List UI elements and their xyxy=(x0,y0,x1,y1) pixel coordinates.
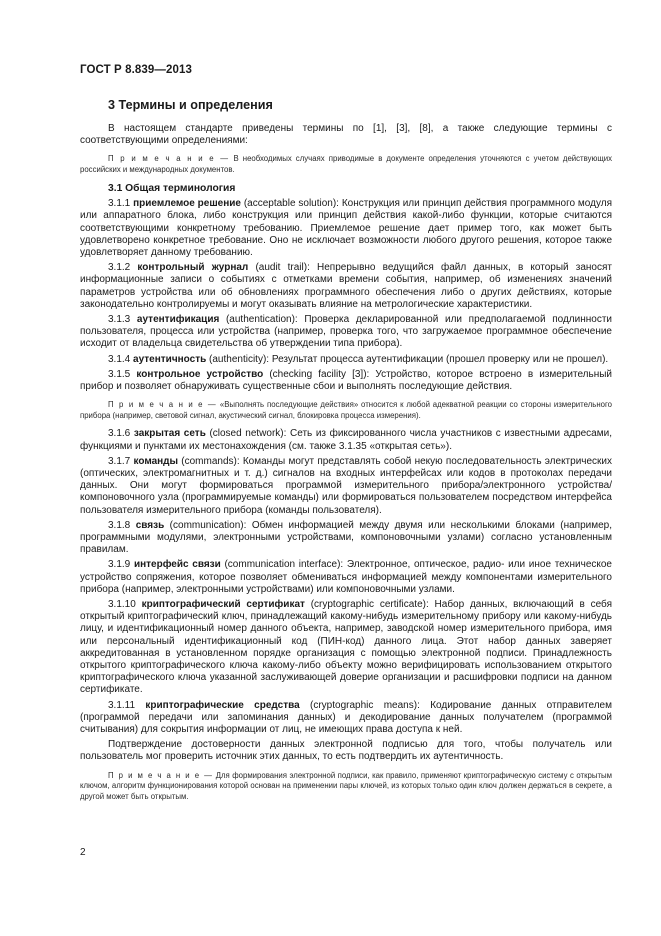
term-number: 3.1.9 xyxy=(108,559,131,571)
note-label: П р и м е ч а н и е — xyxy=(108,400,218,410)
signature-paragraph: Подтверждение достоверности данных электронной подписью для того, чтобы получатель или пользователь мог проверить источник этих данных, то есть подтвердить их аутентичность. xyxy=(80,739,612,763)
term-entry xyxy=(80,369,612,393)
note-final xyxy=(80,771,612,803)
term-definition: Устройство, которое встроено в измерительный прибор и позволяет обнаруживать существенные сбои и выполнять последующие действия. xyxy=(80,368,613,392)
term-name: криптографический сертификат xyxy=(141,598,305,610)
term-name: аутентичность xyxy=(133,353,207,365)
note-text: «Выполнять последующие действия» относится к любой адекватной реакции со стороны измерительного прибора (например, световой сигнал, акустический сигнал, блокировка процесса измерения). xyxy=(80,400,612,420)
term-entry xyxy=(80,520,612,557)
note-text: В необходимых случаях приводимые в документе определения уточняются с учетом действующих российских и международных документов. xyxy=(80,154,612,174)
term-definition: Электронное, оптическое, радио- или иное техническое устройство сопряжения, которое позволяет обмениваться информацией между компонентами измерительного прибора (например, электронными устройствами) или компоновочными узлами. xyxy=(80,559,612,595)
term-definition: Конструкция или принцип действия программного модуля или аппаратного блока, либо конструкция или принцип действия какой-либо функции, которые считаются соответствующими конкретному требованию. Приемлемое решение дает пример того, как может быть удовлетворено конкретное требование. Оно не исключает возможности любого другого решения, которое также удовлетворяет данному требованию. xyxy=(80,198,613,258)
term-entry xyxy=(80,198,612,259)
note-label: П р и м е ч а н и е — xyxy=(108,154,230,164)
term-number: 3.1.4 xyxy=(108,353,131,365)
term-name: криптографические средства xyxy=(145,699,300,711)
document-body xyxy=(80,123,612,802)
term-definition: Результат процесса аутентификации (прошел проверку или не прошел). xyxy=(271,353,609,365)
term-definition: Команды могут представлять собой некую последовательность электрических (оптических, электромагнитных и т. д.) сигналов на входных интерфейсах или кодов в протоколах передачи данных. Они могут формироваться программой измерительного прибора/электронного устройства/компоновочного узла (программируемые команды) или формироваться пользователем посредством интерфейса пользователя измерительного прибора (команды пользователя). xyxy=(80,455,613,516)
term-name: интерфейс связи xyxy=(133,559,221,571)
document-header: ГОСТ Р 8.839—2013 xyxy=(80,64,192,76)
term-number: 3.1.3 xyxy=(108,313,131,325)
term-name: контрольный журнал xyxy=(137,262,249,274)
term-english: (checking facility [3]): xyxy=(263,368,376,380)
term-english: (closed network): xyxy=(205,428,290,440)
term-english: (communication): xyxy=(164,519,252,531)
term-definition: Непрерывно ведущийся файл данных, в который заносят информационные записи о событиях с отметками времени события, например, об изменениях значений параметров устройства или об обновлениях программного обеспечения либо о других действиях, которые законодательно контролируемы и могут оказывать влияние на метрологические характеристики. xyxy=(80,262,612,310)
intro-paragraph: В настоящем стандарте приведены термины по [1], [3], [8], а также следующие термины с соответствующими определениями: xyxy=(80,123,612,147)
term-definition: Сеть из фиксированного числа участников с известными адресами, функциями и пунктами их местонахождения (см. также 3.1.35 «открытая сеть»). xyxy=(80,428,612,452)
term-number: 3.1.5 xyxy=(108,368,131,380)
note-label: П р и м е ч а н и е — xyxy=(108,770,214,780)
section-title: 3 Термины и определения xyxy=(108,98,273,112)
note-term-3-1-5 xyxy=(80,400,612,421)
subsection-title: 3.1 Общая терминология xyxy=(108,182,236,194)
term-name: закрытая сеть xyxy=(133,428,206,440)
term-number: 3.1.7 xyxy=(108,455,131,467)
term-number: 3.1.8 xyxy=(108,519,131,531)
term-english: (cryptographic means): xyxy=(299,699,431,711)
term-english: (communication interface): xyxy=(220,559,347,571)
term-english: (authentication): xyxy=(219,313,305,325)
term-definition: Обмен информацией между двумя или несколькими блоками (например, программными модулями, электронными устройствами, компоновочными узлами) согласно установленным правилам. xyxy=(80,519,612,556)
term-definition: Набор данных, включающий в себя открытый криптографический ключ, принадлежащий какому-нибудь измерительному прибору или какому-нибудь лицу, и идентификационный номер данного объекта, например, заводской номер измерительного прибора, имя или персональный идентификационный код (ПИН-код) данного лица. Этот набор данных заверяет аккредитованная в установленном порядке организация с помощью электронной подписи. Принадлежность открытого криптографического ключа какому-либо объекту можно верифицировать использованием открытого криптографического ключа указанной заслуживающей доверие организации и расшифровки подписи на данном сертификате. xyxy=(80,598,612,696)
term-entry xyxy=(80,262,612,311)
term-entry xyxy=(80,559,612,596)
term-number: 3.1.11 xyxy=(108,699,136,711)
term-name: связь xyxy=(135,519,165,531)
term-entry xyxy=(80,354,612,366)
term-definition: Проверка декларированной или предполагаемой подлинности пользователя, процесса или устройства (например, проверка того, что загружаемое программное обеспечение исходит от владельца свидетельства об утверждении типа прибора). xyxy=(80,313,612,350)
term-number: 3.1.2 xyxy=(108,262,131,274)
term-entry xyxy=(80,599,612,697)
term-entry xyxy=(80,700,612,737)
term-name: команды xyxy=(133,455,179,467)
term-entry xyxy=(80,428,612,452)
note-text: Для формирования электронной подписи, как правило, применяют криптографическую систему с открытым ключом, алгоритм функционирования которой основан на применении пары ключей, из которых только один ключ должен держаться в секрете, а другой может быть открытым. xyxy=(80,770,612,801)
term-name: контрольное устройство xyxy=(136,368,264,380)
term-english: (commands): xyxy=(178,455,243,467)
term-entry xyxy=(80,314,612,351)
term-number: 3.1.6 xyxy=(108,428,131,440)
term-entry xyxy=(80,456,612,517)
term-number: 3.1.1 xyxy=(108,198,131,210)
term-name: приемлемое решение xyxy=(133,198,241,210)
term-english: (acceptable solution): xyxy=(240,198,342,210)
term-english: (authenticity): xyxy=(206,353,272,365)
term-english: (audit trail): xyxy=(248,262,318,274)
note-intro xyxy=(80,154,612,175)
term-english: (cryptographic certificate): xyxy=(304,598,435,610)
term-number: 3.1.10 xyxy=(108,598,136,610)
page-number: 2 xyxy=(80,847,86,858)
term-name: аутентификация xyxy=(136,313,220,325)
term-definition: Кодирование данных отправителем (программой передачи или запоминания данных) и декодирование данных получателем (программой считывания) для сокрытия информации от лиц, не имеющих права доступа к ней. xyxy=(80,699,612,735)
